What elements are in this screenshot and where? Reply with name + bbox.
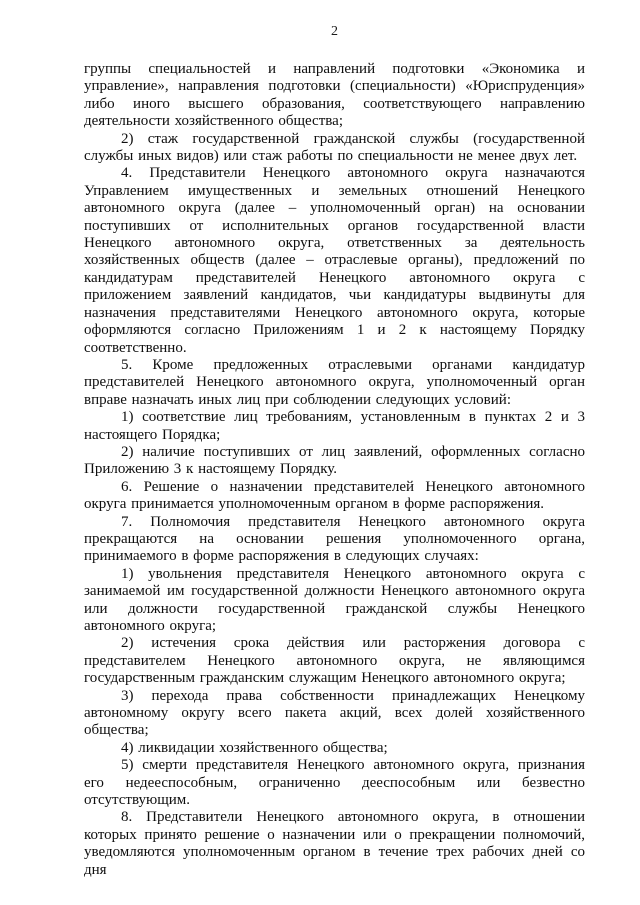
paragraph: 5. Кроме предложенных отраслевыми органами кандидатур представителей Ненецкого автономного округа, уполномоченный орган вправе назначать иных лиц при соблюдении следующих условий: [84,356,585,408]
paragraph: 4) ликвидации хозяйственного общества; [121,739,388,756]
paragraph: 1) увольнения представителя Ненецкого автономного округа с занимаемой им государственной должности Ненецкого автономного округа или должности государственной гражданской службы Ненецкого автономного округа; [84,565,585,634]
paragraph: 8. Представители Ненецкого автономного округа, в отношении которых принято решение о назначении или о прекращении полномочий, уведомляются уполномоченным органом в течение трех рабочих дней со дня [84,809,585,878]
paragraph: 6. Решение о назначении представителей Ненецкого автономного округа принимается уполномоченным органом в форме распоряжения. [84,478,585,513]
paragraph: 2) наличие поступивших от лиц заявлений, оформленных согласно Приложению 3 к настоящему Порядку. [84,443,585,478]
document-body [84,61,585,879]
paragraph: 7. Полномочия представителя Ненецкого автономного округа прекращаются на основании решения уполномоченного органа, принимаемого в форме распоряжения в следующих случаях: [84,513,585,565]
paragraph: 2) истечения срока действия или расторжения договора с представителем Ненецкого автономного округа, не являющимся государственным гражданским служащим Ненецкого автономного округа; [84,635,585,687]
paragraph: 1) соответствие лиц требованиям, установленным в пунктах 2 и 3 настоящего Порядка; [84,409,585,443]
paragraph: 2) стаж государственной гражданской службы (государственной службы иных видов) или стаж работы по специальности не менее двух лет. [84,130,585,165]
page-number: 2 [331,24,338,39]
paragraph: 5) смерти представителя Ненецкого автономного округа, признания его недееспособным, ограниченно дееспособным или безвестно отсутствующим. [84,757,585,809]
paragraph: 4. Представители Ненецкого автономного округа назначаются Управлением имущественных и земельных отношений Ненецкого автономного округа (далее – уполномоченный орган) на основании поступивших от исполнительных органов государственной власти Ненецкого автономного округа, ответственных за деятельность хозяйственных обществ (далее – отраслевые органы), предложений по кандидатурам представителей Ненецкого автономного округа с приложением заявлений кандидатов, чьи кандидатуры выдвинуты для назначения представителями Ненецкого автономного округа, которые оформляются согласно Приложениям 1 и 2 к настоящему Порядку соответственно. [84,165,585,356]
paragraph: 3) перехода права собственности принадлежащих Ненецкому автономному округу всего пакета акций, всех долей хозяйственного общества; [84,687,585,739]
paragraph: группы специальностей и направлений подготовки «Экономика и управление», направления подготовки (специальности) «Юриспруденция» либо иного высшего образования, соответствующего направлению деятельности хозяйственного общества; [84,61,585,130]
